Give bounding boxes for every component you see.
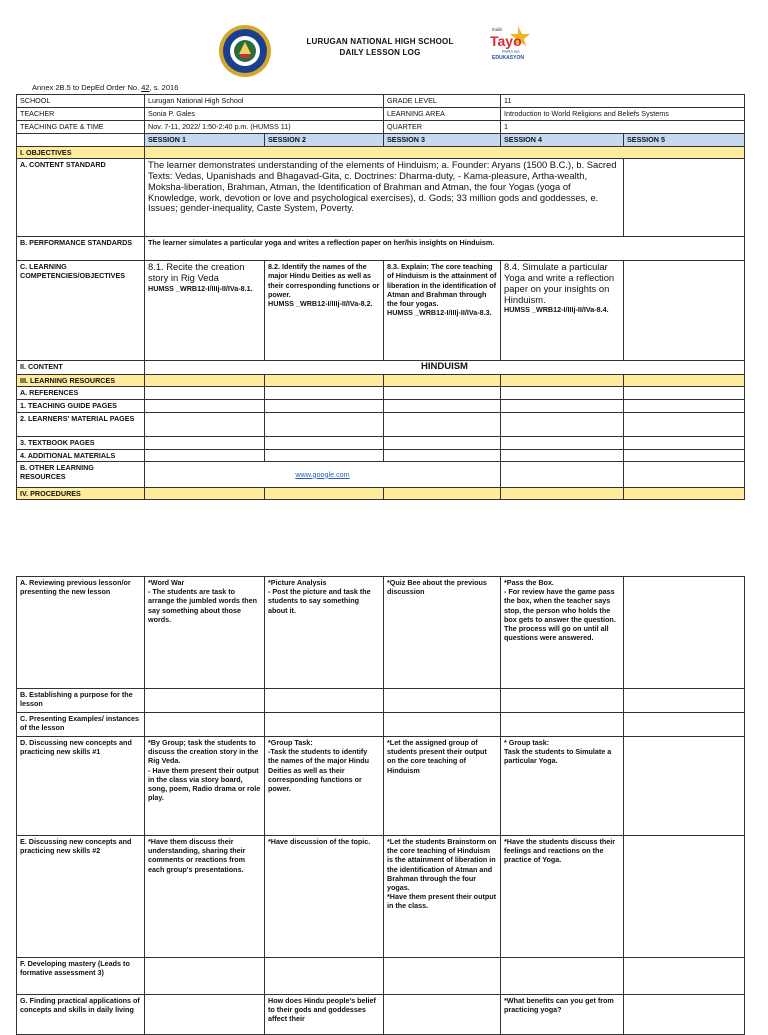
references-row [17,387,745,399]
other-resources-cell [145,461,501,487]
school-label: SCHOOL [17,95,145,108]
procedure-c-s1 [145,713,265,737]
procedure-g-s2: How does Hindu people's belief to their gods and goddesses affect their [265,995,384,1035]
procedure-g-s3 [384,995,501,1035]
procedure-b-row [17,689,745,713]
session-1-header: SESSION 1 [145,134,265,147]
resources-heading-row [17,375,745,387]
competency-4-text: 8.4. Simulate a particular Yoga and write a reflection paper on your insights on Hinduism. [504,261,615,305]
procedures-fill-4 [501,487,624,499]
procedure-b-s3 [384,689,501,713]
learners-material-s4 [501,412,624,436]
competency-1-code: HUMSS _WRB12-I/IIIj-II/IVa-8.1. [148,283,253,293]
references-s4 [501,387,624,399]
competency-5-cell [624,261,745,361]
teacher-label: TEACHER [17,108,145,121]
procedure-a-s3: *Quiz Bee about the previous discussion [384,577,501,689]
textbook-s4 [501,436,624,449]
procedure-a-label: A. Reviewing previous lesson/or presenting the new lesson [17,577,145,689]
annex-prefix: Annex 2B.5 to DepEd Order No. [32,83,140,92]
textbook-s3 [384,436,501,449]
competency-1-text: 8.1. Recite the creation story in Rig Veda [148,261,245,283]
teaching-guide-s1 [145,399,265,412]
lesson-log-table-procedures [16,576,745,1035]
procedure-b-s4 [501,689,624,713]
procedure-d-s4: * Group task: Task the students to Simulate a particular Yoga. [501,737,624,836]
competency-1-cell [145,261,265,361]
procedure-g-label: G. Finding practical applications of concepts and skills in daily living [17,995,145,1035]
session-2-header: SESSION 2 [265,134,384,147]
session-4-header: SESSION 4 [501,134,624,147]
procedure-e-s5 [624,836,745,958]
tayo-brand-text: Tayo [490,33,522,49]
procedure-f-s3 [384,958,501,995]
procedure-f-s4 [501,958,624,995]
references-s1 [145,387,265,399]
competency-2-code: HUMSS _WRB12-I/IIIj-II/IVa-8.2. [268,299,373,309]
grade-label: GRADE LEVEL [384,95,501,108]
procedure-a-s5 [624,577,745,689]
performance-standard-row [17,237,745,261]
objectives-heading-row [17,147,745,159]
school-name: LURUGAN NATIONAL HIGH SCHOOL [306,37,454,46]
competency-3-text: 8.3. Explain: The core teaching of Hinduism is the attainment of liberation in the identification of Atman and Brahman through the four yogas. [387,262,497,309]
performance-standard-label: B. PERFORMANCE STANDARDS [17,237,145,261]
procedure-a-row [17,577,745,689]
additional-materials-label: 4. ADDITIONAL MATERIALS [17,449,145,461]
procedure-b-label: B. Establishing a purpose for the lesson [17,689,145,713]
procedure-d-s2: *Group Task: -Task the students to identify the names of the major Hindu Deities as well as their corresponding functions or power. [265,737,384,836]
competencies-label: C. LEARNING COMPETENCIES/OBJECTIVES [17,261,145,361]
resources-heading: III. LEARNING RESOURCES [17,375,145,387]
textbook-label: 3. TEXTBOOK PAGES [17,436,145,449]
procedure-f-s5 [624,958,745,995]
google-link[interactable]: www.google.com [295,469,350,479]
references-label: A. REFERENCES [17,387,145,399]
procedure-e-s2: *Have discussion of the topic. [265,836,384,958]
textbook-row [17,436,745,449]
teaching-guide-s2 [265,399,384,412]
competency-3-code: HUMSS _WRB12-I/IIIj-II/IVa-8.3. [387,308,492,318]
session-3-header: SESSION 3 [384,134,501,147]
grade-value: 11 [501,95,745,108]
tayo-small-text: Ibalik [492,27,503,32]
other-resources-s4 [501,461,624,487]
area-value: Introduction to World Religions and Beliefs Systems [501,108,745,121]
competency-2-text: 8.2. Identify the names of the major Hindu Deities as well as their corresponding functions or power. [268,262,380,299]
procedure-c-row [17,713,745,737]
procedure-a-s2: *Picture Analysis - Post the picture and task the students to say something about it. [265,577,384,689]
procedures-fill-2 [265,487,384,499]
procedure-c-label: C. Presenting Examples/ instances of the lesson [17,713,145,737]
references-s2 [265,387,384,399]
procedure-f-label: F. Developing mastery (Leads to formative assessment 3) [17,958,145,995]
procedure-g-row [17,995,745,1035]
procedure-f-row [17,958,745,995]
resources-fill-1 [145,375,265,387]
school-seal-logo [218,24,272,78]
content-label: II. CONTENT [17,361,145,375]
teaching-guide-s3 [384,399,501,412]
procedure-d-s1: *By Group; task the students to discuss the creation story in the Rig Veda. - Have them present their output in the class via story board, song, poem, Radio drama or role play. [145,737,265,836]
competency-2-cell [265,261,384,361]
procedure-c-s4 [501,713,624,737]
textbook-s5 [624,436,745,449]
procedures-heading-row [17,487,745,499]
procedure-f-s1 [145,958,265,995]
lesson-log-table-top [16,94,745,500]
performance-standard-text: The learner simulates a particular yoga and writes a reflection paper on her/his insights on Hinduism. [145,237,745,261]
tayo-sub1-text: PARA SA [502,49,520,54]
annex-number: 42 [141,83,150,92]
objectives-heading-fill [145,147,745,159]
additional-s1 [145,449,265,461]
textbook-s1 [145,436,265,449]
resources-fill-5 [624,375,745,387]
annex-reference [32,83,178,92]
procedure-d-row [17,737,745,836]
objectives-heading: I. OBJECTIVES [17,147,145,159]
school-heading [280,36,480,58]
procedure-c-s2 [265,713,384,737]
teaching-guide-s5 [624,399,745,412]
tayo-sub2-text: EDUKASYON [492,55,524,61]
other-resources-label: B. OTHER LEARNING RESOURCES [17,461,145,487]
info-row-school [17,95,745,108]
learners-material-s5 [624,412,745,436]
learners-material-label: 2. LEARNERS' MATERIAL PAGES [17,412,145,436]
procedure-c-s5 [624,713,745,737]
other-resources-s5 [624,461,745,487]
procedure-e-label: E. Discussing new concepts and practicing new skills #2 [17,836,145,958]
resources-fill-4 [501,375,624,387]
teaching-guide-s4 [501,399,624,412]
competencies-row [17,261,745,361]
procedure-d-label: D. Discussing new concepts and practicing new skills #1 [17,737,145,836]
references-s5 [624,387,745,399]
teacher-value: Sonia P. Gales [145,108,384,121]
content-standard-blank [624,159,745,237]
references-s3 [384,387,501,399]
date-label: TEACHING DATE & TIME [17,121,145,134]
info-row-teacher [17,108,745,121]
procedure-d-s5 [624,737,745,836]
procedure-a-s1: *Word War - The students are task to arrange the jumbled words then say something about those words. [145,577,265,689]
procedures-heading: IV. PROCEDURES [17,487,145,499]
session-header-row [17,134,745,147]
school-value: Lurugan National High School [145,95,384,108]
procedure-f-s2 [265,958,384,995]
content-standard-text: The learner demonstrates understanding of the elements of Hinduism; a. Founder: Aryans (1500 B.C.), b. Sacred Texts: Vedas, Upanishads and Bhagavad-Gita, c. Doctrines: Dharma-duty, - Kama-pleasure, Artha-wealth, Moksha-liberation, Brahman, Atman, the Identification of Brahman and Atman, the four Yogas (yoga of Knowledge, work, devotion or love and psychological exercises), d. Gods; 33 million gods and goddesses, e. Issues; gender-inequality, Caste System, Poverty. [145,159,624,237]
content-standard-label: A. CONTENT STANDARD [17,159,145,237]
additional-s2 [265,449,384,461]
session-header-blank [17,134,145,147]
competency-3-cell [384,261,501,361]
procedure-b-s2 [265,689,384,713]
procedure-e-s4: *Have the students discuss their feelings and reactions on the practice of Yoga. [501,836,624,958]
quarter-value: 1 [501,121,745,134]
procedure-e-row [17,836,745,958]
additional-materials-row [17,449,745,461]
procedure-g-s5 [624,995,745,1035]
additional-s4 [501,449,624,461]
date-value: Nov. 7-11, 2022/ 1:50-2:40 p.m. (HUMSS 11) [145,121,384,134]
procedure-d-s3: *Let the assigned group of students present their output on the core teaching of Hinduism [384,737,501,836]
learners-material-s2 [265,412,384,436]
additional-s5 [624,449,745,461]
resources-fill-3 [384,375,501,387]
procedure-g-s4: *What benefits can you get from practicing yoga? [501,995,624,1035]
procedures-fill-1 [145,487,265,499]
log-title: DAILY LESSON LOG [339,48,421,57]
textbook-s2 [265,436,384,449]
procedure-c-s3 [384,713,501,737]
other-resources-row [17,461,745,487]
annex-suffix: , s. 2016 [149,83,179,92]
resources-fill-2 [265,375,384,387]
procedure-e-s3: *Let the students Brainstorm on the core teaching of Hinduism is the attainment of liberation in the identification of Atman and Brahman through the four yogas. *Have them present their output in the class. [384,836,501,958]
info-row-date [17,121,745,134]
learners-material-s1 [145,412,265,436]
area-label: LEARNING AREA [384,108,501,121]
competency-4-code: HUMSS _WRB12-I/IIIj-II/IVa-8.4. [504,305,609,315]
session-5-header: SESSION 5 [624,134,745,147]
procedures-fill-5 [624,487,745,499]
document-header [0,0,768,80]
tayo-edukasyon-logo [488,24,540,64]
procedures-fill-3 [384,487,501,499]
quarter-label: QUARTER [384,121,501,134]
content-value: HINDUISM [145,361,745,375]
teaching-guide-label: 1. TEACHING GUIDE PAGES [17,399,145,412]
teaching-guide-row [17,399,745,412]
procedure-g-s1 [145,995,265,1035]
learners-material-s3 [384,412,501,436]
content-row [17,361,745,375]
content-standard-row [17,159,745,237]
procedure-e-s1: *Have them discuss their understanding, sharing their comments or reactions from each group's presentations. [145,836,265,958]
competency-4-cell [501,261,624,361]
procedure-b-s1 [145,689,265,713]
procedure-b-s5 [624,689,745,713]
procedure-a-s4: *Pass the Box. - For review have the game pass the box, when the teacher says stop, the person who holds the box gets to answer the question. The process will go on until all questions were answered. [501,577,624,689]
additional-s3 [384,449,501,461]
learners-material-row [17,412,745,436]
